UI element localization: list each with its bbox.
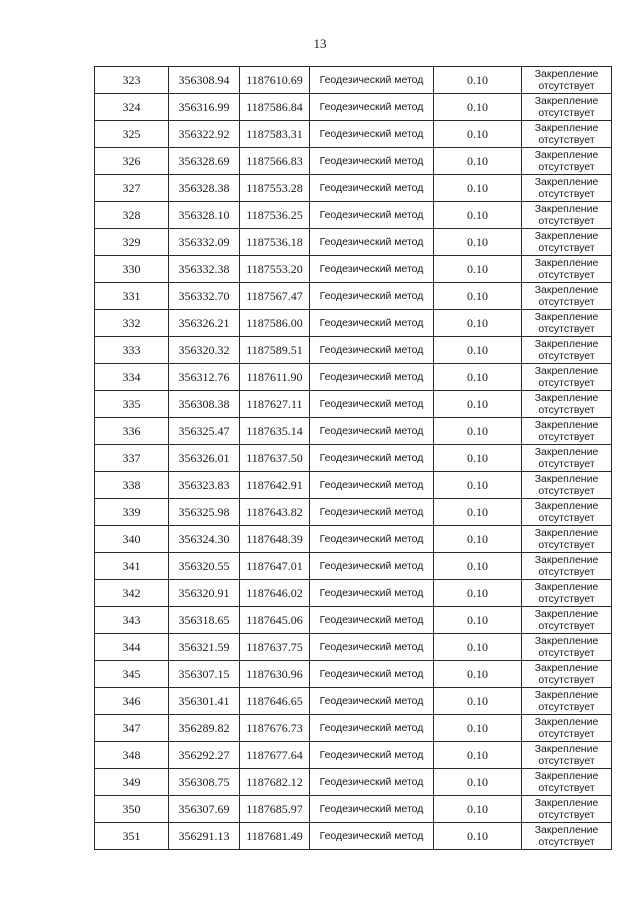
x-coordinate-cell: 356320.32: [169, 337, 240, 364]
fixation-cell: [522, 94, 612, 121]
fixation-line-1: Закрепление: [534, 419, 599, 431]
y-coordinate-cell: 1187553.28: [240, 175, 310, 202]
fixation-line-1: Закрепление: [534, 824, 599, 836]
fixation-line-1: Закрепление: [534, 554, 599, 566]
fixation-line-1: Закрепление: [534, 608, 599, 620]
fixation-cell: [522, 337, 612, 364]
method-cell: Геодезический метод: [310, 553, 434, 580]
fixation-cell: [522, 553, 612, 580]
method-cell: Геодезический метод: [310, 769, 434, 796]
x-coordinate-cell: 356323.83: [169, 472, 240, 499]
fixation-cell: [522, 742, 612, 769]
x-coordinate-cell: 356307.15: [169, 661, 240, 688]
point-number-cell: 342: [95, 580, 169, 607]
point-number-cell: 332: [95, 310, 169, 337]
point-number-cell: 348: [95, 742, 169, 769]
fixation-line-2: отсутствует: [538, 215, 595, 227]
point-number-cell: 326: [95, 148, 169, 175]
method-cell: Геодезический метод: [310, 256, 434, 283]
table-row: [95, 364, 612, 391]
fixation-line-1: Закрепление: [534, 581, 599, 593]
accuracy-cell: 0.10: [434, 472, 522, 499]
y-coordinate-cell: 1187643.82: [240, 499, 310, 526]
table-row: [95, 175, 612, 202]
table-row: [95, 769, 612, 796]
fixation-line-2: отсутствует: [538, 782, 595, 794]
method-cell: Геодезический метод: [310, 472, 434, 499]
fixation-cell: [522, 769, 612, 796]
accuracy-cell: 0.10: [434, 148, 522, 175]
y-coordinate-cell: 1187648.39: [240, 526, 310, 553]
fixation-line-2: отсутствует: [538, 674, 595, 686]
table-row: [95, 553, 612, 580]
table-row: [95, 526, 612, 553]
table-row: [95, 337, 612, 364]
point-number-cell: 336: [95, 418, 169, 445]
accuracy-cell: 0.10: [434, 715, 522, 742]
fixation-line-2: отсутствует: [538, 431, 595, 443]
fixation-cell: [522, 526, 612, 553]
accuracy-cell: 0.10: [434, 553, 522, 580]
accuracy-cell: 0.10: [434, 580, 522, 607]
y-coordinate-cell: 1187646.65: [240, 688, 310, 715]
y-coordinate-cell: 1187645.06: [240, 607, 310, 634]
point-number-cell: 346: [95, 688, 169, 715]
fixation-line-2: отсутствует: [538, 242, 595, 254]
table-row: [95, 121, 612, 148]
fixation-line-2: отсутствует: [538, 80, 595, 92]
point-number-cell: 323: [95, 67, 169, 94]
fixation-line-2: отсутствует: [538, 188, 595, 200]
fixation-line-2: отсутствует: [538, 377, 595, 389]
x-coordinate-cell: 356322.92: [169, 121, 240, 148]
x-coordinate-cell: 356301.41: [169, 688, 240, 715]
fixation-line-1: Закрепление: [534, 203, 599, 215]
x-coordinate-cell: 356325.47: [169, 418, 240, 445]
x-coordinate-cell: 356328.10: [169, 202, 240, 229]
fixation-cell: [522, 499, 612, 526]
fixation-cell: [522, 823, 612, 850]
fixation-line-1: Закрепление: [534, 527, 599, 539]
point-number-cell: 341: [95, 553, 169, 580]
table-row: [95, 796, 612, 823]
x-coordinate-cell: 356291.13: [169, 823, 240, 850]
method-cell: Геодезический метод: [310, 688, 434, 715]
fixation-line-1: Закрепление: [534, 689, 599, 701]
point-number-cell: 337: [95, 445, 169, 472]
fixation-line-1: Закрепление: [534, 176, 599, 188]
fixation-cell: [522, 175, 612, 202]
fixation-line-1: Закрепление: [534, 257, 599, 269]
table-row: [95, 391, 612, 418]
y-coordinate-cell: 1187627.11: [240, 391, 310, 418]
fixation-line-1: Закрепление: [534, 500, 599, 512]
point-number-cell: 333: [95, 337, 169, 364]
y-coordinate-cell: 1187642.91: [240, 472, 310, 499]
fixation-cell: [522, 67, 612, 94]
fixation-line-2: отсутствует: [538, 701, 595, 713]
y-coordinate-cell: 1187536.25: [240, 202, 310, 229]
point-number-cell: 340: [95, 526, 169, 553]
accuracy-cell: 0.10: [434, 499, 522, 526]
y-coordinate-cell: 1187677.64: [240, 742, 310, 769]
fixation-line-2: отсутствует: [538, 404, 595, 416]
fixation-line-2: отсутствует: [538, 566, 595, 578]
table-row: [95, 202, 612, 229]
fixation-line-2: отсутствует: [538, 485, 595, 497]
table-row: [95, 256, 612, 283]
y-coordinate-cell: 1187630.96: [240, 661, 310, 688]
fixation-line-2: отсутствует: [538, 107, 595, 119]
method-cell: Геодезический метод: [310, 823, 434, 850]
fixation-line-2: отсутствует: [538, 350, 595, 362]
fixation-line-1: Закрепление: [534, 473, 599, 485]
x-coordinate-cell: 356289.82: [169, 715, 240, 742]
method-cell: Геодезический метод: [310, 391, 434, 418]
fixation-cell: [522, 607, 612, 634]
x-coordinate-cell: 356308.38: [169, 391, 240, 418]
point-number-cell: 347: [95, 715, 169, 742]
fixation-line-2: отсутствует: [538, 593, 595, 605]
point-number-cell: 330: [95, 256, 169, 283]
accuracy-cell: 0.10: [434, 823, 522, 850]
y-coordinate-cell: 1187682.12: [240, 769, 310, 796]
y-coordinate-cell: 1187586.00: [240, 310, 310, 337]
method-cell: Геодезический метод: [310, 445, 434, 472]
point-number-cell: 350: [95, 796, 169, 823]
fixation-cell: [522, 148, 612, 175]
fixation-cell: [522, 202, 612, 229]
y-coordinate-cell: 1187586.84: [240, 94, 310, 121]
y-coordinate-cell: 1187610.69: [240, 67, 310, 94]
table-row: [95, 229, 612, 256]
fixation-line-2: отсутствует: [538, 512, 595, 524]
fixation-line-1: Закрепление: [534, 230, 599, 242]
x-coordinate-cell: 356328.38: [169, 175, 240, 202]
point-number-cell: 324: [95, 94, 169, 121]
point-number-cell: 325: [95, 121, 169, 148]
fixation-cell: [522, 310, 612, 337]
point-number-cell: 343: [95, 607, 169, 634]
method-cell: Геодезический метод: [310, 121, 434, 148]
accuracy-cell: 0.10: [434, 121, 522, 148]
table-row: [95, 418, 612, 445]
table-row: [95, 445, 612, 472]
fixation-line-1: Закрепление: [534, 770, 599, 782]
fixation-line-1: Закрепление: [534, 392, 599, 404]
method-cell: Геодезический метод: [310, 148, 434, 175]
point-number-cell: 331: [95, 283, 169, 310]
x-coordinate-cell: 356308.94: [169, 67, 240, 94]
fixation-line-1: Закрепление: [534, 743, 599, 755]
accuracy-cell: 0.10: [434, 391, 522, 418]
fixation-cell: [522, 688, 612, 715]
x-coordinate-cell: 356328.69: [169, 148, 240, 175]
y-coordinate-cell: 1187536.18: [240, 229, 310, 256]
x-coordinate-cell: 356320.91: [169, 580, 240, 607]
method-cell: Геодезический метод: [310, 607, 434, 634]
method-cell: Геодезический метод: [310, 283, 434, 310]
fixation-cell: [522, 472, 612, 499]
accuracy-cell: 0.10: [434, 418, 522, 445]
fixation-line-2: отсутствует: [538, 620, 595, 632]
accuracy-cell: 0.10: [434, 310, 522, 337]
y-coordinate-cell: 1187567.47: [240, 283, 310, 310]
x-coordinate-cell: 356307.69: [169, 796, 240, 823]
accuracy-cell: 0.10: [434, 634, 522, 661]
page-number: 13: [313, 36, 327, 51]
accuracy-cell: 0.10: [434, 526, 522, 553]
method-cell: Геодезический метод: [310, 94, 434, 121]
x-coordinate-cell: 356332.70: [169, 283, 240, 310]
y-coordinate-cell: 1187647.01: [240, 553, 310, 580]
fixation-line-2: отсутствует: [538, 323, 595, 335]
method-cell: Геодезический метод: [310, 418, 434, 445]
accuracy-cell: 0.10: [434, 175, 522, 202]
y-coordinate-cell: 1187676.73: [240, 715, 310, 742]
accuracy-cell: 0.10: [434, 742, 522, 769]
method-cell: Геодезический метод: [310, 67, 434, 94]
fixation-line-1: Закрепление: [534, 662, 599, 674]
y-coordinate-cell: 1187681.49: [240, 823, 310, 850]
fixation-line-2: отсутствует: [538, 458, 595, 470]
fixation-cell: [522, 256, 612, 283]
coordinates-table-body: [95, 67, 612, 850]
accuracy-cell: 0.10: [434, 661, 522, 688]
fixation-line-2: отсутствует: [538, 809, 595, 821]
y-coordinate-cell: 1187685.97: [240, 796, 310, 823]
point-number-cell: 334: [95, 364, 169, 391]
point-number-cell: 345: [95, 661, 169, 688]
accuracy-cell: 0.10: [434, 769, 522, 796]
method-cell: Геодезический метод: [310, 175, 434, 202]
table-row: [95, 310, 612, 337]
fixation-line-2: отсутствует: [538, 296, 595, 308]
x-coordinate-cell: 356332.09: [169, 229, 240, 256]
accuracy-cell: 0.10: [434, 256, 522, 283]
x-coordinate-cell: 356325.98: [169, 499, 240, 526]
fixation-line-2: отсутствует: [538, 836, 595, 848]
x-coordinate-cell: 356292.27: [169, 742, 240, 769]
fixation-line-1: Закрепление: [534, 635, 599, 647]
x-coordinate-cell: 356312.76: [169, 364, 240, 391]
fixation-line-1: Закрепление: [534, 122, 599, 134]
y-coordinate-cell: 1187611.90: [240, 364, 310, 391]
point-number-cell: 329: [95, 229, 169, 256]
fixation-line-2: отсутствует: [538, 647, 595, 659]
table-row: [95, 823, 612, 850]
table-row: [95, 688, 612, 715]
method-cell: Геодезический метод: [310, 796, 434, 823]
table-row: [95, 67, 612, 94]
coordinates-table: [94, 66, 612, 850]
point-number-cell: 349: [95, 769, 169, 796]
method-cell: Геодезический метод: [310, 526, 434, 553]
table-row: [95, 94, 612, 121]
x-coordinate-cell: 356318.65: [169, 607, 240, 634]
accuracy-cell: 0.10: [434, 688, 522, 715]
accuracy-cell: 0.10: [434, 607, 522, 634]
fixation-line-2: отсутствует: [538, 161, 595, 173]
method-cell: Геодезический метод: [310, 742, 434, 769]
fixation-cell: [522, 715, 612, 742]
point-number-cell: 344: [95, 634, 169, 661]
fixation-cell: [522, 634, 612, 661]
accuracy-cell: 0.10: [434, 445, 522, 472]
fixation-cell: [522, 445, 612, 472]
fixation-cell: [522, 796, 612, 823]
fixation-line-1: Закрепление: [534, 338, 599, 350]
fixation-line-1: Закрепление: [534, 716, 599, 728]
fixation-line-2: отсутствует: [538, 269, 595, 281]
x-coordinate-cell: 356308.75: [169, 769, 240, 796]
fixation-cell: [522, 364, 612, 391]
point-number-cell: 327: [95, 175, 169, 202]
table-row: [95, 742, 612, 769]
point-number-cell: 335: [95, 391, 169, 418]
fixation-cell: [522, 121, 612, 148]
x-coordinate-cell: 356332.38: [169, 256, 240, 283]
fixation-cell: [522, 418, 612, 445]
table-row: [95, 472, 612, 499]
table-row: [95, 661, 612, 688]
fixation-line-1: Закрепление: [534, 68, 599, 80]
accuracy-cell: 0.10: [434, 337, 522, 364]
method-cell: Геодезический метод: [310, 634, 434, 661]
x-coordinate-cell: 356321.59: [169, 634, 240, 661]
y-coordinate-cell: 1187637.50: [240, 445, 310, 472]
y-coordinate-cell: 1187635.14: [240, 418, 310, 445]
point-number-cell: 351: [95, 823, 169, 850]
fixation-line-1: Закрепление: [534, 284, 599, 296]
y-coordinate-cell: 1187583.31: [240, 121, 310, 148]
fixation-cell: [522, 391, 612, 418]
method-cell: Геодезический метод: [310, 715, 434, 742]
method-cell: Геодезический метод: [310, 580, 434, 607]
fixation-cell: [522, 229, 612, 256]
fixation-line-1: Закрепление: [534, 149, 599, 161]
fixation-line-1: Закрепление: [534, 797, 599, 809]
y-coordinate-cell: 1187566.83: [240, 148, 310, 175]
x-coordinate-cell: 356320.55: [169, 553, 240, 580]
fixation-cell: [522, 661, 612, 688]
point-number-cell: 339: [95, 499, 169, 526]
point-number-cell: 328: [95, 202, 169, 229]
fixation-cell: [522, 580, 612, 607]
x-coordinate-cell: 356316.99: [169, 94, 240, 121]
table-row: [95, 634, 612, 661]
y-coordinate-cell: 1187637.75: [240, 634, 310, 661]
accuracy-cell: 0.10: [434, 364, 522, 391]
accuracy-cell: 0.10: [434, 67, 522, 94]
method-cell: Геодезический метод: [310, 499, 434, 526]
fixation-line-1: Закрепление: [534, 311, 599, 323]
fixation-line-2: отсутствует: [538, 755, 595, 767]
accuracy-cell: 0.10: [434, 94, 522, 121]
method-cell: Геодезический метод: [310, 202, 434, 229]
method-cell: Геодезический метод: [310, 229, 434, 256]
accuracy-cell: 0.10: [434, 796, 522, 823]
table-row: [95, 607, 612, 634]
y-coordinate-cell: 1187589.51: [240, 337, 310, 364]
table-row: [95, 715, 612, 742]
method-cell: Геодезический метод: [310, 337, 434, 364]
fixation-line-2: отсутствует: [538, 539, 595, 551]
fixation-line-2: отсутствует: [538, 728, 595, 740]
fixation-line-2: отсутствует: [538, 134, 595, 146]
point-number-cell: 338: [95, 472, 169, 499]
x-coordinate-cell: 356324.30: [169, 526, 240, 553]
y-coordinate-cell: 1187553.20: [240, 256, 310, 283]
table-row: [95, 148, 612, 175]
y-coordinate-cell: 1187646.02: [240, 580, 310, 607]
table-row: [95, 580, 612, 607]
fixation-line-1: Закрепление: [534, 446, 599, 458]
accuracy-cell: 0.10: [434, 229, 522, 256]
method-cell: Геодезический метод: [310, 364, 434, 391]
accuracy-cell: 0.10: [434, 283, 522, 310]
table-row: [95, 499, 612, 526]
method-cell: Геодезический метод: [310, 661, 434, 688]
accuracy-cell: 0.10: [434, 202, 522, 229]
fixation-cell: [522, 283, 612, 310]
table-row: [95, 283, 612, 310]
x-coordinate-cell: 356326.01: [169, 445, 240, 472]
fixation-line-1: Закрепление: [534, 95, 599, 107]
x-coordinate-cell: 356326.21: [169, 310, 240, 337]
fixation-line-1: Закрепление: [534, 365, 599, 377]
method-cell: Геодезический метод: [310, 310, 434, 337]
